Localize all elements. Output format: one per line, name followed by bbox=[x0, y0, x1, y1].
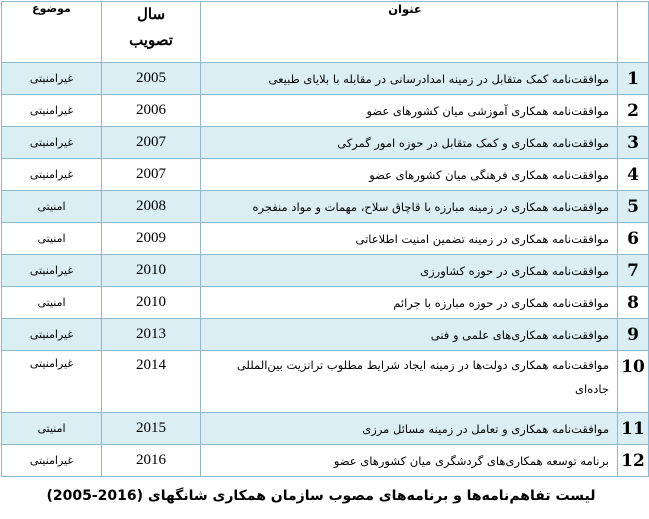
row-topic: غیرامنیتی bbox=[2, 255, 102, 287]
row-title: موافقت‌نامه همکاری در حوزه مبارزه با جرائم bbox=[201, 287, 618, 319]
header-year bbox=[102, 2, 201, 63]
row-year: 2007 bbox=[102, 159, 201, 191]
row-topic: غیرامنیتی bbox=[2, 319, 102, 351]
row-number: 10 bbox=[618, 351, 649, 413]
header-number bbox=[618, 2, 649, 63]
row-number: 3 bbox=[618, 127, 649, 159]
table-row bbox=[2, 351, 649, 413]
row-year: 2007 bbox=[102, 127, 201, 159]
row-number: 4 bbox=[618, 159, 649, 191]
header-topic: موضوع bbox=[2, 2, 102, 63]
row-topic: غیرامنیتی bbox=[2, 127, 102, 159]
table-row bbox=[2, 223, 649, 255]
row-title: موافقت‌نامه همکاری فرهنگی میان کشورهای عضو bbox=[201, 159, 618, 191]
row-number: 2 bbox=[618, 95, 649, 127]
row-title: موافقت‌نامه همکاری آموزشی میان کشورهای عضو bbox=[201, 95, 618, 127]
row-title: موافقت‌نامه همکاری در زمینه مبارزه با قاچاق سلاح، مهمات و مواد منفجره bbox=[201, 191, 618, 223]
agreements-table bbox=[1, 1, 649, 477]
row-year: 2013 bbox=[102, 319, 201, 351]
row-title: موافقت‌نامه همکاری و تعامل در زمینه مسائل مرزی bbox=[201, 413, 618, 445]
row-topic: غیرامنیتی bbox=[2, 159, 102, 191]
row-topic: امنیتی bbox=[2, 191, 102, 223]
row-number: 8 bbox=[618, 287, 649, 319]
row-number: 12 bbox=[618, 445, 649, 477]
row-number: 11 bbox=[618, 413, 649, 445]
row-topic: امنیتی bbox=[2, 413, 102, 445]
row-title: موافقت‌نامه همکاری دولت‌ها در زمینه ایجاد شرایط مطلوب ترانزیت بین‌المللی جاده‌ای bbox=[201, 351, 618, 413]
row-year: 2014 bbox=[102, 351, 201, 413]
table-row bbox=[2, 159, 649, 191]
row-topic: غیرامنیتی bbox=[2, 95, 102, 127]
row-year: 2016 bbox=[102, 445, 201, 477]
table-row bbox=[2, 255, 649, 287]
row-year: 2010 bbox=[102, 255, 201, 287]
row-year: 2010 bbox=[102, 287, 201, 319]
header-year-line1: سال bbox=[136, 7, 166, 23]
header-title: عنوان bbox=[201, 2, 618, 63]
table-row bbox=[2, 191, 649, 223]
table-row bbox=[2, 95, 649, 127]
row-title: موافقت‌نامه همکاری‌های علمی و فنی bbox=[201, 319, 618, 351]
row-title: موافقت‌نامه همکاری و کمک متقابل در حوزه امور گمرکی bbox=[201, 127, 618, 159]
row-number: 7 bbox=[618, 255, 649, 287]
table-header-row bbox=[2, 2, 649, 63]
table-row bbox=[2, 319, 649, 351]
row-title: برنامه توسعه همکاری‌های گردشگری میان کشورهای عضو bbox=[201, 445, 618, 477]
row-topic: غیرامنیتی bbox=[2, 63, 102, 95]
row-number: 5 bbox=[618, 191, 649, 223]
row-title: موافقت‌نامه همکاری در حوزه کشاورزی bbox=[201, 255, 618, 287]
row-year: 2015 bbox=[102, 413, 201, 445]
row-number: 9 bbox=[618, 319, 649, 351]
row-topic: غیرامنیتی bbox=[2, 445, 102, 477]
table-row bbox=[2, 127, 649, 159]
table-row bbox=[2, 445, 649, 477]
row-title: موافقت‌نامه همکاری در زمینه تضمین امنیت اطلاعاتی bbox=[201, 223, 618, 255]
row-year: 2009 bbox=[102, 223, 201, 255]
table-row bbox=[2, 63, 649, 95]
row-topic: امنیتی bbox=[2, 287, 102, 319]
row-year: 2008 bbox=[102, 191, 201, 223]
row-number: 6 bbox=[618, 223, 649, 255]
row-topic: امنیتی bbox=[2, 223, 102, 255]
table-row bbox=[2, 413, 649, 445]
row-year: 2006 bbox=[102, 95, 201, 127]
row-year: 2005 bbox=[102, 63, 201, 95]
row-topic: غیرامنیتی bbox=[2, 351, 102, 413]
table-caption: لیست تفاهم‌نامه‌ها و برنامه‌های مصوب سازمان همکاری شانگهای (2016-2005) bbox=[46, 488, 596, 504]
table-row bbox=[2, 287, 649, 319]
row-number: 1 bbox=[618, 63, 649, 95]
row-title: موافقت‌نامه کمک متقابل در زمینه امدادرسانی در مقابله با بلایای طبیعی bbox=[201, 63, 618, 95]
header-year-line2: تصویب bbox=[129, 33, 173, 49]
